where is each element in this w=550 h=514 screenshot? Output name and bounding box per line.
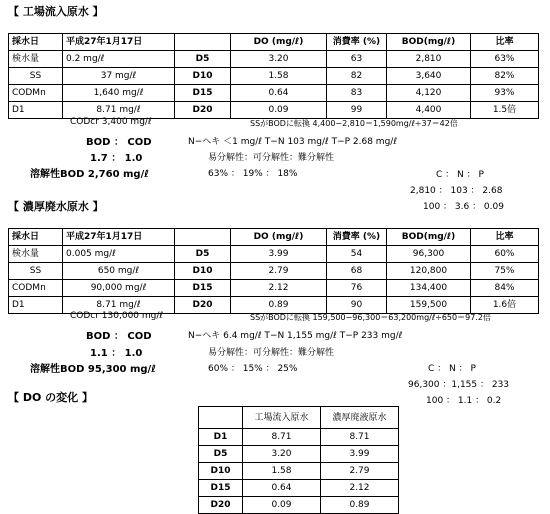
row-day: D1 (199, 429, 243, 446)
header-ratio: 比率 (471, 229, 539, 246)
header-do: DO (mg/ℓ) (231, 34, 327, 51)
table-header-row (9, 229, 539, 246)
row-day: D10 (175, 263, 231, 280)
table-row (9, 246, 539, 263)
header-concentrated-waste: 濃厚廃液原水 (321, 407, 399, 429)
row-day: D5 (175, 51, 231, 68)
codcr-text: CODcr 130,000 mg/ℓ (70, 311, 164, 321)
cnp-values: 96,300 ：1,155 ： 233 (408, 380, 510, 390)
row-ratio: 82% (471, 68, 539, 85)
section1-title: 【 工場流入原水 】 (8, 5, 104, 18)
row-param: CODMn (9, 280, 63, 297)
row-day: D5 (175, 246, 231, 263)
row-rate: 83 (327, 85, 387, 102)
row-bod: 4,120 (387, 85, 471, 102)
row-day: D10 (199, 463, 243, 480)
row-do: 0.09 (231, 102, 327, 119)
row-do: 0.64 (231, 85, 327, 102)
section3-title: 【 DO の変化 】 (8, 391, 93, 404)
nutrients-text: N−ヘキ 6.4 mg/ℓ T−N 1,155 mg/ℓ T−P 233 mg/ℓ (188, 331, 403, 341)
row-ratio: 63% (471, 51, 539, 68)
table-row (199, 480, 399, 497)
bod-cod-ratio: 1.7 ： 1.0 (90, 153, 143, 164)
row-param: 検水量 (9, 246, 63, 263)
table-row (199, 497, 399, 514)
row-ratio: 75% (471, 263, 539, 280)
row-day: D15 (199, 480, 243, 497)
row-day: D15 (175, 85, 231, 102)
row-param: SS (9, 68, 63, 85)
row-param: D1 (9, 297, 63, 314)
section2-title: 【 濃厚廃水原水 】 (8, 200, 104, 213)
row-do: 0.89 (231, 297, 327, 314)
row-rate: 76 (327, 280, 387, 297)
cnp-values: 2,810 ： 103 ： 2.68 (410, 186, 503, 196)
row-rate: 82 (327, 68, 387, 85)
table-row (9, 51, 539, 68)
section1-table (8, 33, 539, 119)
header-sample-date: 採水日 (9, 34, 63, 51)
row-ratio: 60% (471, 246, 539, 263)
row-waste-value: 8.71 (321, 429, 399, 446)
row-ratio: 84% (471, 280, 539, 297)
row-value: 37 mg/ℓ (63, 68, 175, 85)
ss-conversion-note: SSがBODに転換 159,500−96,300＝63,200mg/ℓ÷650＝97.2倍 (250, 313, 491, 322)
do-change-table (198, 406, 399, 514)
row-bod: 4,400 (387, 102, 471, 119)
header-sample-date: 採水日 (9, 229, 63, 246)
decomposability-label: 易分解性：可分解性：難分解性 (208, 153, 335, 163)
codcr-text: CODcr 3,400 mg/ℓ (70, 117, 152, 127)
table-row (199, 446, 399, 463)
bod-cod-label: BOD ： COD (86, 137, 152, 148)
row-day: D10 (175, 68, 231, 85)
row-do: 2.12 (231, 280, 327, 297)
row-factory-value: 8.71 (243, 429, 321, 446)
row-value: 0.005 mg/ℓ (63, 246, 175, 263)
row-bod: 120,800 (387, 263, 471, 280)
header-ratio: 比率 (471, 34, 539, 51)
row-day: D20 (175, 102, 231, 119)
row-value: 8.71 mg/ℓ (63, 297, 175, 314)
decomposability-values: 60% ： 15% ： 25% (208, 364, 298, 374)
header-blank (175, 34, 231, 51)
row-param: SS (9, 263, 63, 280)
table-row (9, 85, 539, 102)
table-row (9, 68, 539, 85)
row-rate: 90 (327, 297, 387, 314)
row-rate: 68 (327, 263, 387, 280)
row-factory-value: 0.09 (243, 497, 321, 514)
row-bod: 159,500 (387, 297, 471, 314)
decomposability-label: 易分解性：可分解性：難分解性 (208, 348, 335, 358)
table-header-row (9, 34, 539, 51)
row-waste-value: 0.89 (321, 497, 399, 514)
header-date-value: 平成27年1月17日 (63, 229, 175, 246)
bod-cod-label: BOD ： COD (86, 331, 152, 342)
row-waste-value: 3.99 (321, 446, 399, 463)
row-do: 3.20 (231, 51, 327, 68)
dissolved-bod: 溶解性BOD 2,760 mg/ℓ (30, 169, 149, 180)
row-do: 2.79 (231, 263, 327, 280)
row-value: 0.2 mg/ℓ (63, 51, 175, 68)
row-do: 1.58 (231, 68, 327, 85)
row-rate: 54 (327, 246, 387, 263)
row-day: D15 (175, 280, 231, 297)
cnp-header: C ： N ： P (428, 364, 476, 374)
row-waste-value: 2.12 (321, 480, 399, 497)
bod-cod-ratio: 1.1 ： 1.0 (90, 348, 143, 359)
row-waste-value: 2.79 (321, 463, 399, 480)
row-factory-value: 1.58 (243, 463, 321, 480)
row-day: D20 (175, 297, 231, 314)
header-bod: BOD(mg/ℓ) (387, 34, 471, 51)
decomposability-values: 63% ： 19% ： 18% (208, 169, 298, 179)
header-date-value: 平成27年1月17日 (63, 34, 175, 51)
table-row (199, 429, 399, 446)
row-day: D5 (199, 446, 243, 463)
table-row (9, 263, 539, 280)
table-row (9, 102, 539, 119)
row-param: 検水量 (9, 51, 63, 68)
ss-conversion-note: SSがBODに転換 4,400−2,810＝1,590mg/ℓ÷37＝42倍 (250, 119, 458, 128)
row-do: 3.99 (231, 246, 327, 263)
header-blank (199, 407, 243, 429)
row-bod: 134,400 (387, 280, 471, 297)
dissolved-bod: 溶解性BOD 95,300 mg/ℓ (30, 364, 156, 375)
section2-table (8, 228, 539, 314)
row-param: D1 (9, 102, 63, 119)
row-value: 90,000 mg/ℓ (63, 280, 175, 297)
row-ratio: 1.5倍 (471, 102, 539, 119)
row-bod: 3,640 (387, 68, 471, 85)
row-ratio: 1.6倍 (471, 297, 539, 314)
row-value: 650 mg/ℓ (63, 263, 175, 280)
cnp-header: C ： N ： P (436, 170, 484, 180)
table-header-row (199, 407, 399, 429)
cnp-normalized: 100 ： 3.6 ： 0.09 (423, 202, 504, 212)
row-rate: 99 (327, 102, 387, 119)
row-factory-value: 3.20 (243, 446, 321, 463)
row-value: 8.71 mg/ℓ (63, 102, 175, 119)
row-value: 1,640 mg/ℓ (63, 85, 175, 102)
row-ratio: 93% (471, 85, 539, 102)
nutrients-text: N−ヘキ ＜1 mg/ℓ T−N 103 mg/ℓ T−P 2.68 mg/ℓ (188, 137, 398, 147)
header-factory-inflow: 工場流入原水 (243, 407, 321, 429)
row-rate: 63 (327, 51, 387, 68)
cnp-normalized: 100 ： 1.1 ： 0.2 (426, 396, 502, 406)
row-factory-value: 0.64 (243, 480, 321, 497)
header-blank (175, 229, 231, 246)
row-day: D20 (199, 497, 243, 514)
table-row (199, 463, 399, 480)
row-param: CODMn (9, 85, 63, 102)
header-consumption: 消費率 (%) (327, 34, 387, 51)
row-bod: 96,300 (387, 246, 471, 263)
table-row (9, 280, 539, 297)
header-bod: BOD(mg/ℓ) (387, 229, 471, 246)
header-consumption: 消費率 (%) (327, 229, 387, 246)
header-do: DO (mg/ℓ) (231, 229, 327, 246)
row-bod: 2,810 (387, 51, 471, 68)
